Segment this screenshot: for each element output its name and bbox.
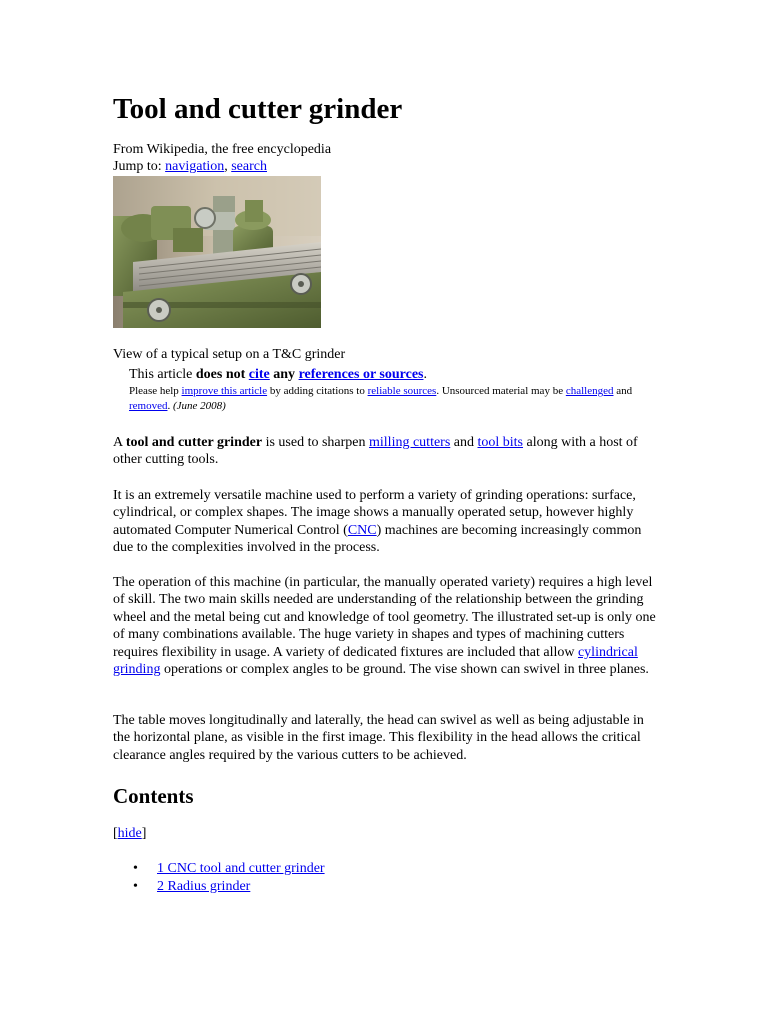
notice-text: This article	[129, 367, 196, 382]
intro-paragraph	[113, 434, 658, 469]
tool-bits-link[interactable]: tool bits	[477, 435, 524, 450]
improve-article-link[interactable]: improve this article	[181, 385, 268, 397]
notice-bold: does not	[195, 367, 249, 382]
toc-list	[133, 860, 325, 896]
notice-date: (June 2008)	[172, 400, 226, 412]
notice-details	[129, 384, 649, 414]
p1-text-3: and	[450, 435, 478, 450]
cnc-link[interactable]: CNC	[347, 522, 377, 538]
reliable-sources-link[interactable]: reliable sources	[367, 385, 437, 397]
references-link[interactable]	[299, 367, 424, 382]
p2-text-2: ) machines are becoming increasingly common due to the complexities involved in the process.	[113, 522, 642, 556]
site-subtitle: From Wikipedia, the free encyclopedia	[113, 142, 332, 157]
notice-details-end: .	[167, 400, 173, 412]
article-term: tool and cutter grinder	[125, 435, 263, 450]
notice-bold-any: any	[269, 367, 299, 382]
unreferenced-notice	[129, 366, 427, 384]
cite-link-label: cite	[248, 367, 270, 382]
navigation-link[interactable]: navigation	[165, 159, 225, 174]
versatility-paragraph	[113, 487, 658, 557]
p3-text-2: operations or complex angles to be ground. The vise shown can swivel in three planes.	[160, 662, 649, 678]
jump-to-links	[113, 158, 267, 176]
notice-details-text-3: . Unsourced material may be	[436, 385, 566, 397]
removed-link[interactable]: removed	[129, 400, 168, 412]
p3-text: The operation of this machine (in particular, the manually operated variety) requires a high level of skill. The two main skills needed are understanding of the relationship between the grinding wheel and the metal being cut and knowledge of tool geometry. The illustrated set-up is only one of many combinations available. The huge variety in shapes and types of machining cutters requires flexibility in usage. A variety of dedicated fixtures are included that allow	[113, 575, 656, 660]
challenged-link[interactable]: challenged	[565, 385, 614, 397]
table-movement-paragraph: The table moves longitudinally and laterally, the head can swivel as well as being adjustable in the horizontal plane, as visible in the first image. This flexibility in the head allows the critical clearance angles required by the various cutters to be achieved.	[113, 713, 644, 763]
grinder-photo[interactable]	[113, 176, 321, 328]
jump-separator: ,	[224, 159, 232, 174]
notice-details-text-2: by adding citations to	[267, 385, 368, 397]
cite-link[interactable]	[249, 367, 270, 382]
p1-text-4: along with a host of other cutting tools.	[113, 435, 638, 468]
toc-bracket-open: [	[113, 826, 118, 841]
toc-toggle	[113, 825, 146, 843]
operation-paragraph	[113, 574, 658, 678]
notice-details-text: Please help	[129, 385, 182, 397]
toc-item	[133, 878, 325, 896]
p1-text-2: is used to sharpen	[262, 435, 370, 450]
figure-caption: View of a typical setup on a T&C grinder	[113, 347, 346, 362]
references-link-label: references or sources	[298, 367, 424, 382]
jump-prefix: Jump to:	[113, 159, 166, 174]
contents-heading: Contents	[113, 784, 194, 808]
p2-text: It is an extremely versatile machine used to perform a variety of grinding operations: surface, cylindrical, or complex shapes. The image shows a manually operated setup, however highly automated Computer Numerical Control (	[113, 488, 636, 538]
page-title: Tool and cutter grinder	[113, 93, 403, 125]
hide-toc-link[interactable]: hide	[117, 826, 142, 841]
notice-details-and: and	[613, 385, 633, 397]
milling-cutters-link[interactable]: milling cutters	[369, 435, 451, 450]
search-link[interactable]: search	[231, 159, 267, 174]
toc-item	[133, 860, 325, 878]
cylindrical-grinding-link[interactable]: cylindrical grinding	[113, 644, 638, 678]
p1-text: A	[113, 435, 126, 450]
toc-link-cnc-tool-and-cutter-grinder[interactable]: 1 CNC tool and cutter grinder	[157, 861, 325, 876]
grinder-photo-illustration	[113, 176, 321, 328]
toc-link-radius-grinder[interactable]: 2 Radius grinder	[157, 879, 251, 894]
toc-bracket-close: ]	[141, 826, 147, 841]
notice-end: .	[423, 367, 427, 382]
